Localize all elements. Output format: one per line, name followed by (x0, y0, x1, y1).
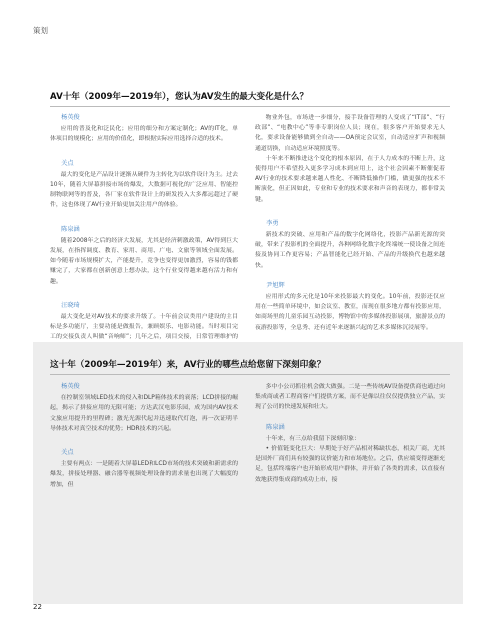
answer-paragraph: 最大变化是对AV技术的要求升级了。十年前会议类用户建设的主目标是多功能厅，主要功能是做报告，兼顾娱乐、电影功能。当时项目完工的交接负责人叫做“音响师”；几年之后，项目交接，日常管理维护的 (50, 314, 238, 341)
question-1-heading-text: AV十年（2009年—2019年），您认为AV发生的最大变化是什么？ (50, 92, 309, 102)
q1-left-column (50, 113, 238, 353)
answer-paragraph: 随着2008年之后的经济大发展，尤其是经济刺激政策，AV得到巨大发展，在指挥调度、教育、家用、商用、广电、文旅等领域全面发展。如今随着市场规模扩大，产能提升，竞争也变得更加激烈，容易的钱都赚完了，大家都在创新创意上想办法，这个行业变得越来越有活力和有趣。 (50, 237, 238, 285)
interviewee-name: 陈泉涵 (266, 423, 285, 431)
answer-paragraph: 应用形式的多元化是10年来投影最大的变化。10年前，投影还仅应用在一些简单环境中，如会议室、教室，而现在很多地方都有投影应用，如商场里的儿童乐园互动投影，博物馆中的多媒体投影展项，旅游景点的夜游投影等，全息秀、还有近年来逐渐兴起的艺术多媒体沉浸展等。 (255, 294, 445, 331)
interviewee-name: 李勇 (266, 219, 279, 227)
interviewee-name: 关点 (61, 159, 74, 167)
heading-divider (50, 374, 450, 375)
question-2-heading-text: 这十年（2009年—2019年）来，AV行业的哪些点给您留下深刻印象？ (50, 360, 326, 370)
answer-paragraph: 在控制室领域LED技术的侵入和DLP箱体技术的衰落；LCD拼接的崛起，揭示了拼接应用的无限可能；方达武汉电影乐园，成为国内AV技术文旅应用提升的里程碑；激光光源代起并迅速取代灯泡，再一次证明半导体技术对真空技术的优势；HDR技术的兴起。 (50, 395, 238, 432)
question-1-heading (50, 90, 450, 102)
q2-right-column (255, 382, 445, 485)
page-number: 22 (33, 603, 42, 611)
interviewee-name: 杨英俊 (61, 114, 80, 121)
interviewee-name: 陈泉涵 (61, 225, 80, 233)
interviewee-name: 汪晓琦 (61, 301, 80, 309)
section-tag: 策划 (33, 26, 48, 35)
answer-paragraph: 物业外包，市场进一步细分，接手设备管理的人变成了“IT部”、“行政部”、“电教中心”等非专职岗位人员；现在，很多客户开始要求无人化，要求设备能够做到全自动——OA预定会议室，自动适应扩声和视频通道切换，自动适应环境照度等。 (255, 115, 445, 152)
interviewee-name: 杨英俊 (61, 383, 80, 390)
answer-paragraph: 主要有两点：一是随着大屏幕LED和LCD市场的技术突破和新需求的爆发，拼接处理器、融合器等视频处理设备的需求量也出现了大幅度的增加，但 (50, 461, 238, 488)
interviewee-name: 尹旭辉 (266, 281, 285, 289)
answer-paragraph: 最大的变化是产品设计逐渐从硬件为主转化为以软件设计为主。过去10年，随着大屏幕拼接市场的爆发，大数据可视化的广泛应用、智能控制物联网等的普及，各厂家在软件设计上的研发投入大多都远超过了硬件，这也体现了AV行业开始更加关注用户的体验。 (50, 171, 238, 209)
answer-paragraph: 十年来不断推进这个变化的根本原因，在于人力成本的不断上升，这使得用户不希望投入更多学习成本到应用上，这个社会因素不断催促着AV行业的技术要求越来越人性化、不断降低操作门槛，做更强的技术不断演化，但正因如此，专业和专业的技术要求和声音的表现力，都非常关键。 (255, 155, 445, 203)
answer-paragraph: • 价值链变化巨大：早期处于好产品相对稀缺状态，相关厂商，尤其是国外厂商们具有较强的议价能力和市场地位。之后，供应端变得逐渐充足，包括终端客户也开始形成用户群体，并开始了各类的需求，以直接有效地获得集成商的成功上市，接 (255, 446, 445, 483)
answer-paragraph: 十年来，有三点给我留下深刻印象： (265, 435, 360, 442)
q1-right-column (255, 113, 445, 333)
answer-paragraph: 多中小公司抓住机会做大做强。二是一些传统AV设备提供商也通过向集成商或者工程商客户们提供方案，而不是像以往仅仅提供独立产品，实现了公司的快速发展和壮大。 (255, 384, 445, 411)
answer-paragraph: 新技术的突破、应用和产品的数字化网络化，投影产品新光源的突破，带来了投影机的全面提升，各种网络化数字化终端统一使设备之间连接及协同工作更容易；产品智能化已经开始、产品的升级换代也越来越快。 (255, 232, 445, 269)
q2-left-column (50, 382, 238, 490)
answer-paragraph: 应用的普及化和泛民化；应用的细分和方案定制化；AV的IT化，单体项目的规模化；应用的价值化，即根据实际应用选择合适的技术。 (50, 126, 238, 143)
heading-divider (50, 106, 450, 107)
interviewee-name: 关点 (61, 449, 74, 457)
question-2-heading (50, 358, 450, 370)
